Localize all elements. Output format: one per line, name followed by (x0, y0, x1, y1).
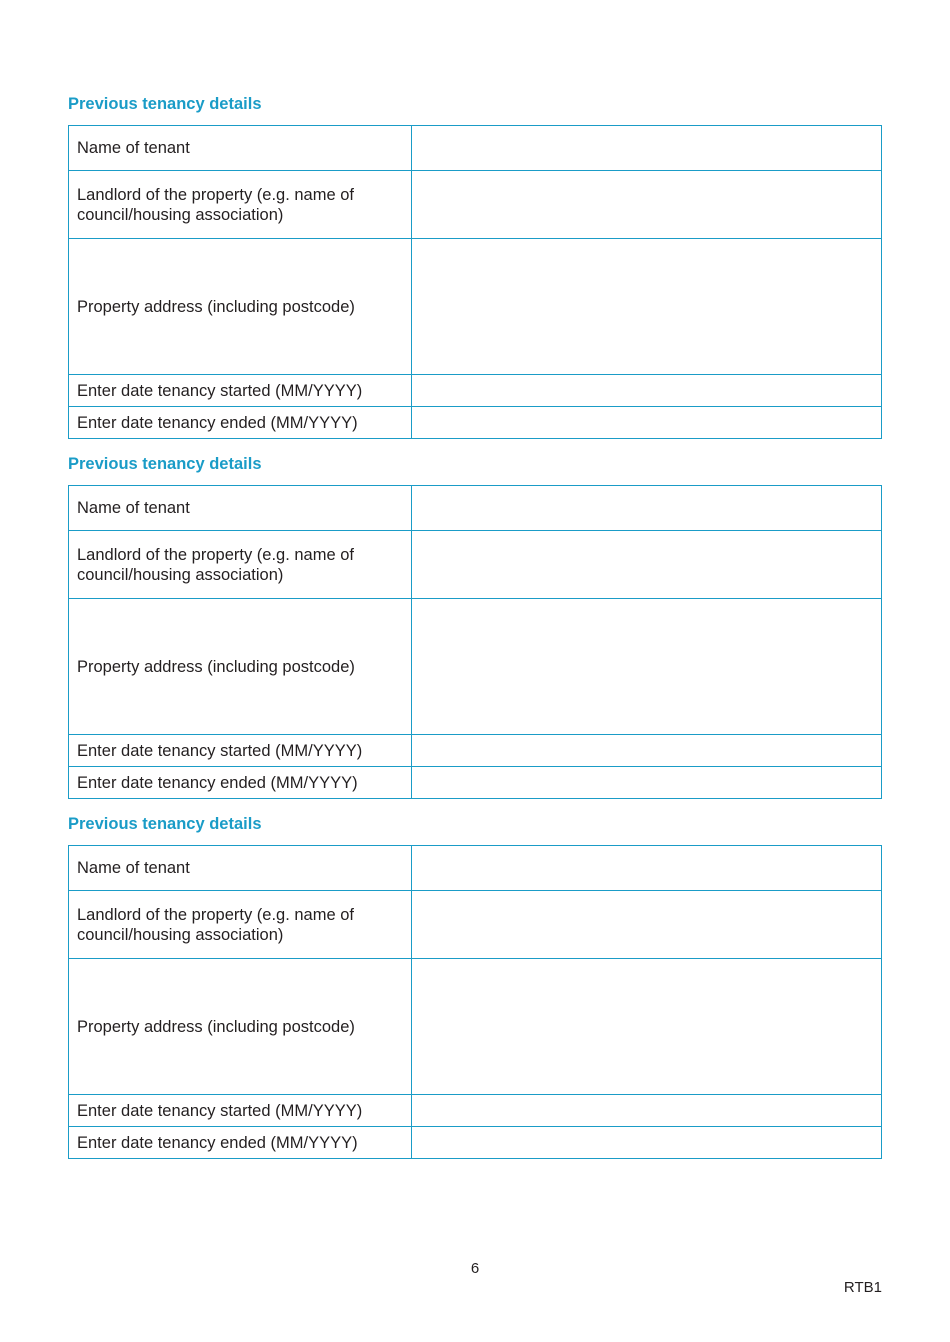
name-of-tenant-field[interactable] (412, 486, 882, 531)
section-title: Previous tenancy details (68, 455, 262, 473)
label-date-ended: Enter date tenancy ended (MM/YYYY) (69, 407, 412, 439)
label-landlord: Landlord of the property (e.g. name of council/housing association) (69, 171, 412, 239)
row-name-of-tenant (69, 846, 882, 891)
name-of-tenant-value[interactable] (412, 846, 881, 890)
section-title: Previous tenancy details (68, 815, 262, 833)
landlord-value[interactable] (412, 891, 881, 958)
tenancy-details-table (68, 485, 882, 799)
label-landlord: Landlord of the property (e.g. name of council/housing association) (69, 891, 412, 959)
row-property-address (69, 239, 882, 375)
landlord-field[interactable] (412, 531, 882, 599)
name-of-tenant-field[interactable] (412, 846, 882, 891)
date-started-value[interactable] (412, 1095, 881, 1126)
tenancy-details-table (68, 125, 882, 439)
label-landlord: Landlord of the property (e.g. name of council/housing association) (69, 531, 412, 599)
label-date-started: Enter date tenancy started (MM/YYYY) (69, 375, 412, 407)
property-address-field[interactable] (412, 959, 882, 1095)
date-started-field[interactable] (412, 735, 882, 767)
date-started-value[interactable] (412, 735, 881, 766)
label-property-address: Property address (including postcode) (69, 599, 412, 735)
row-property-address (69, 599, 882, 735)
date-started-value[interactable] (412, 375, 881, 406)
form-code: RTB1 (843, 1279, 882, 1296)
tenancy-details-table (68, 845, 882, 1159)
date-started-field[interactable] (412, 375, 882, 407)
page-number: 6 (470, 1260, 480, 1277)
row-property-address (69, 959, 882, 1095)
date-ended-field[interactable] (412, 767, 882, 799)
section-title: Previous tenancy details (68, 95, 262, 113)
label-date-ended: Enter date tenancy ended (MM/YYYY) (69, 1127, 412, 1159)
name-of-tenant-field[interactable] (412, 126, 882, 171)
row-date-ended (69, 767, 882, 799)
landlord-field[interactable] (412, 171, 882, 239)
name-of-tenant-value[interactable] (412, 486, 881, 530)
row-date-ended (69, 407, 882, 439)
date-ended-field[interactable] (412, 1127, 882, 1159)
label-name-of-tenant: Name of tenant (69, 486, 412, 531)
label-name-of-tenant: Name of tenant (69, 846, 412, 891)
date-ended-value[interactable] (412, 407, 881, 438)
date-ended-value[interactable] (412, 1127, 881, 1158)
row-landlord (69, 891, 882, 959)
label-date-started: Enter date tenancy started (MM/YYYY) (69, 735, 412, 767)
row-name-of-tenant (69, 486, 882, 531)
label-property-address: Property address (including postcode) (69, 959, 412, 1095)
landlord-value[interactable] (412, 531, 881, 598)
row-date-ended (69, 1127, 882, 1159)
property-address-value[interactable] (412, 599, 881, 734)
landlord-field[interactable] (412, 891, 882, 959)
date-started-field[interactable] (412, 1095, 882, 1127)
row-date-started (69, 1095, 882, 1127)
row-date-started (69, 375, 882, 407)
property-address-value[interactable] (412, 959, 881, 1094)
property-address-value[interactable] (412, 239, 881, 374)
label-property-address: Property address (including postcode) (69, 239, 412, 375)
label-name-of-tenant: Name of tenant (69, 126, 412, 171)
name-of-tenant-value[interactable] (412, 126, 881, 170)
label-date-started: Enter date tenancy started (MM/YYYY) (69, 1095, 412, 1127)
row-name-of-tenant (69, 126, 882, 171)
date-ended-value[interactable] (412, 767, 881, 798)
date-ended-field[interactable] (412, 407, 882, 439)
property-address-field[interactable] (412, 239, 882, 375)
label-date-ended: Enter date tenancy ended (MM/YYYY) (69, 767, 412, 799)
landlord-value[interactable] (412, 171, 881, 238)
row-landlord (69, 531, 882, 599)
property-address-field[interactable] (412, 599, 882, 735)
row-landlord (69, 171, 882, 239)
row-date-started (69, 735, 882, 767)
